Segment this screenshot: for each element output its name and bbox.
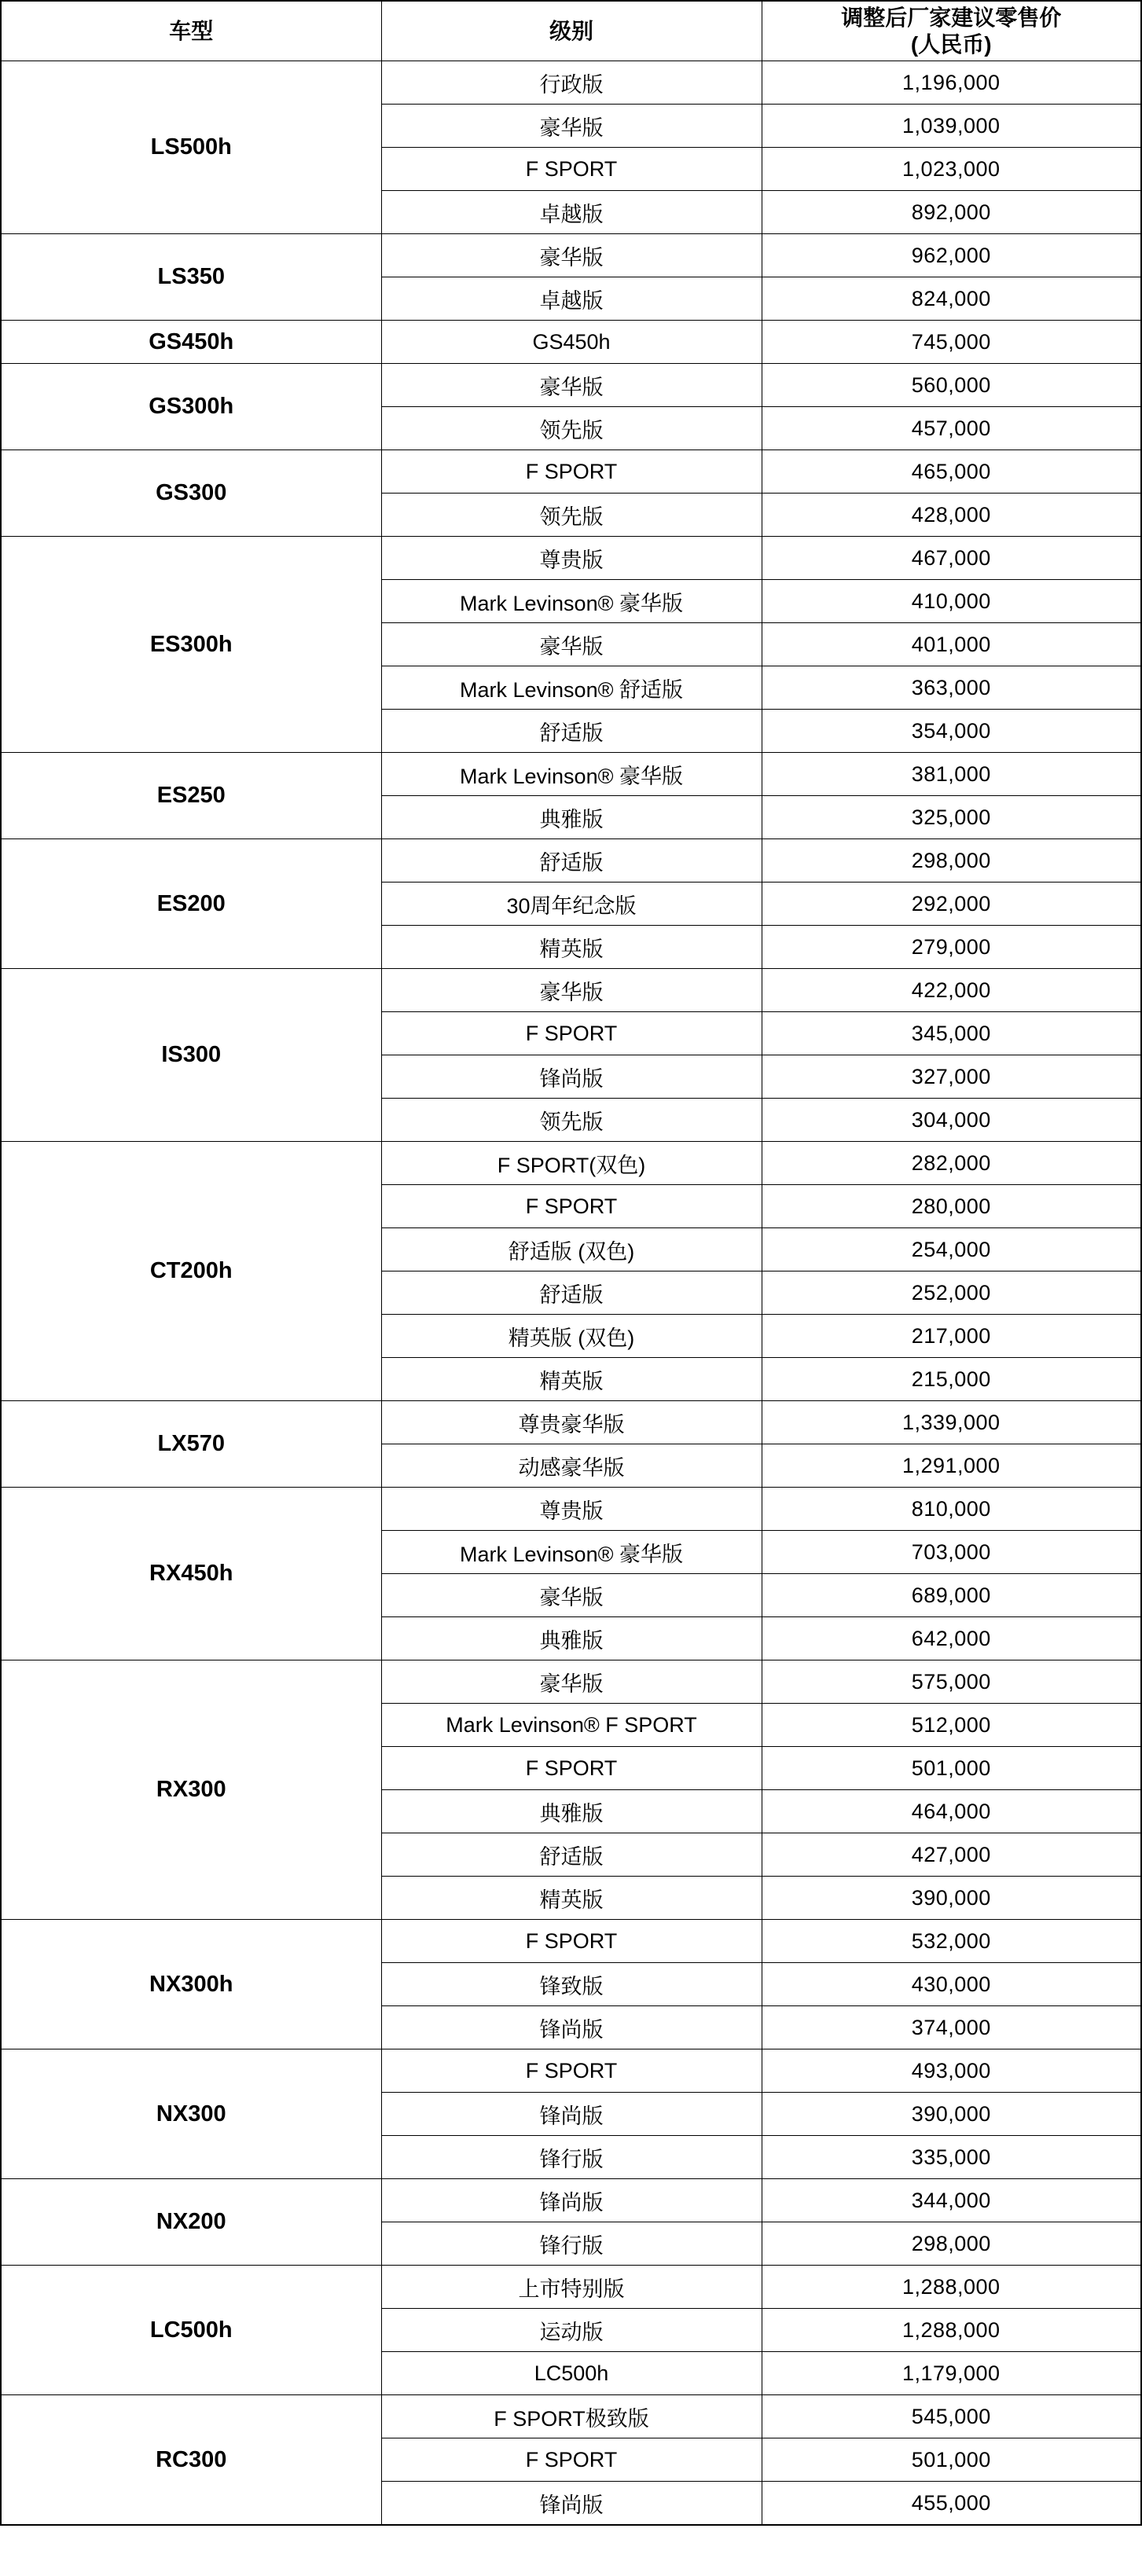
price-cell: 427,000 [762,1833,1141,1877]
grade-cell: 锋尚版 [381,1055,762,1099]
header-row [1,1,1141,61]
table-row [1,2266,1141,2309]
grade-cell: 锋尚版 [381,2179,762,2222]
table-row [1,753,1141,796]
grade-cell: 卓越版 [381,191,762,234]
model-cell: ES250 [1,753,381,839]
model-cell: RX300 [1,1660,381,1920]
grade-cell: 30周年纪念版 [381,883,762,926]
price-cell: 1,291,000 [762,1444,1141,1488]
table-row [1,1488,1141,1531]
grade-cell: 尊贵豪华版 [381,1401,762,1444]
price-cell: 467,000 [762,537,1141,580]
grade-cell: LC500h [381,2352,762,2395]
grade-cell: F SPORT [381,2049,762,2093]
price-cell: 325,000 [762,796,1141,839]
grade-cell: 典雅版 [381,796,762,839]
header-model: 车型 [1,1,381,61]
model-cell: LX570 [1,1401,381,1488]
grade-cell: 舒适版 (双色) [381,1228,762,1271]
price-cell: 327,000 [762,1055,1141,1099]
grade-cell: 锋尚版 [381,2482,762,2526]
price-cell: 401,000 [762,623,1141,666]
grade-cell: 上市特别版 [381,2266,762,2309]
price-cell: 345,000 [762,1012,1141,1055]
grade-cell: 豪华版 [381,364,762,407]
grade-cell: 豪华版 [381,105,762,148]
grade-cell: 尊贵版 [381,1488,762,1531]
price-cell: 374,000 [762,2006,1141,2049]
table-row [1,364,1141,407]
price-cell: 703,000 [762,1531,1141,1574]
price-cell: 335,000 [762,2136,1141,2179]
table-row [1,969,1141,1012]
price-cell: 280,000 [762,1185,1141,1228]
price-cell: 430,000 [762,1963,1141,2006]
price-cell: 892,000 [762,191,1141,234]
grade-cell: 卓越版 [381,277,762,321]
price-cell: 215,000 [762,1358,1141,1401]
header-price-title: 调整后厂家建议零售价 [841,5,1062,30]
table-row [1,2395,1141,2438]
table-row [1,234,1141,277]
price-cell: 390,000 [762,2093,1141,2136]
price-cell: 532,000 [762,1920,1141,1963]
model-cell: IS300 [1,969,381,1142]
grade-cell: 领先版 [381,407,762,450]
price-cell: 810,000 [762,1488,1141,1531]
grade-cell: 豪华版 [381,234,762,277]
model-cell: CT200h [1,1142,381,1401]
model-cell: LS500h [1,61,381,234]
table-row [1,839,1141,883]
grade-cell: F SPORT [381,148,762,191]
price-cell: 455,000 [762,2482,1141,2526]
grade-cell: 行政版 [381,61,762,105]
grade-cell: Mark Levinson® 豪华版 [381,753,762,796]
price-cell: 457,000 [762,407,1141,450]
grade-cell: 领先版 [381,1099,762,1142]
price-cell: 217,000 [762,1315,1141,1358]
model-cell: NX300h [1,1920,381,2049]
table-row [1,1401,1141,1444]
price-cell: 1,288,000 [762,2309,1141,2352]
price-cell: 298,000 [762,2222,1141,2266]
table-header [1,1,1141,61]
price-cell: 493,000 [762,2049,1141,2093]
grade-cell: 精英版 [381,1358,762,1401]
grade-cell: 豪华版 [381,1574,762,1617]
price-cell: 1,179,000 [762,2352,1141,2395]
grade-cell: Mark Levinson® F SPORT [381,1704,762,1747]
grade-cell: 锋尚版 [381,2006,762,2049]
model-cell: ES200 [1,839,381,969]
price-cell: 465,000 [762,450,1141,494]
price-cell: 252,000 [762,1271,1141,1315]
price-cell: 824,000 [762,277,1141,321]
table-row [1,2049,1141,2093]
price-cell: 390,000 [762,1877,1141,1920]
price-cell: 422,000 [762,969,1141,1012]
grade-cell: 锋致版 [381,1963,762,2006]
price-cell: 344,000 [762,2179,1141,2222]
model-cell: NX300 [1,2049,381,2179]
grade-cell: F SPORT极致版 [381,2395,762,2438]
grade-cell: 豪华版 [381,623,762,666]
price-cell: 962,000 [762,234,1141,277]
grade-cell: F SPORT [381,1185,762,1228]
price-cell: 363,000 [762,666,1141,710]
grade-cell: 精英版 [381,926,762,969]
grade-cell: 领先版 [381,494,762,537]
grade-cell: 豪华版 [381,1660,762,1704]
price-cell: 428,000 [762,494,1141,537]
model-cell: LC500h [1,2266,381,2395]
grade-cell: 舒适版 [381,1271,762,1315]
grade-cell: Mark Levinson® 舒适版 [381,666,762,710]
price-cell: 279,000 [762,926,1141,969]
grade-cell: 精英版 (双色) [381,1315,762,1358]
table-row [1,1920,1141,1963]
grade-cell: 典雅版 [381,1790,762,1833]
price-cell: 745,000 [762,321,1141,364]
model-cell: RC300 [1,2395,381,2526]
model-cell: ES300h [1,537,381,753]
price-cell: 689,000 [762,1574,1141,1617]
table-row [1,1660,1141,1704]
price-cell: 501,000 [762,2438,1141,2482]
grade-cell: 锋行版 [381,2222,762,2266]
grade-cell: F SPORT [381,1012,762,1055]
table-row [1,450,1141,494]
price-cell: 501,000 [762,1747,1141,1790]
price-cell: 1,023,000 [762,148,1141,191]
grade-cell: 运动版 [381,2309,762,2352]
grade-cell: 精英版 [381,1877,762,1920]
header-price-currency: (人民币) [910,31,992,57]
table-row [1,61,1141,105]
price-cell: 464,000 [762,1790,1141,1833]
price-cell: 304,000 [762,1099,1141,1142]
grade-cell: GS450h [381,321,762,364]
price-cell: 1,039,000 [762,105,1141,148]
grade-cell: 典雅版 [381,1617,762,1660]
grade-cell: 锋行版 [381,2136,762,2179]
grade-cell: 尊贵版 [381,537,762,580]
grade-cell: Mark Levinson® 豪华版 [381,1531,762,1574]
model-cell: GS300h [1,364,381,450]
price-cell: 254,000 [762,1228,1141,1271]
table-row [1,1142,1141,1185]
model-cell: GS450h [1,321,381,364]
price-cell: 298,000 [762,839,1141,883]
grade-cell: Mark Levinson® 豪华版 [381,580,762,623]
grade-cell: F SPORT [381,1920,762,1963]
grade-cell: 舒适版 [381,1833,762,1877]
grade-cell: 锋尚版 [381,2093,762,2136]
header-grade: 级别 [381,1,762,61]
price-cell: 545,000 [762,2395,1141,2438]
grade-cell: F SPORT [381,450,762,494]
grade-cell: F SPORT [381,2438,762,2482]
header-price [762,1,1141,61]
grade-cell: F SPORT [381,1747,762,1790]
table-body [1,61,1141,2526]
price-cell: 1,288,000 [762,2266,1141,2309]
price-cell: 1,339,000 [762,1401,1141,1444]
price-cell: 642,000 [762,1617,1141,1660]
model-cell: RX450h [1,1488,381,1660]
price-cell: 381,000 [762,753,1141,796]
price-cell: 292,000 [762,883,1141,926]
price-cell: 410,000 [762,580,1141,623]
grade-cell: 舒适版 [381,839,762,883]
price-cell: 512,000 [762,1704,1141,1747]
price-cell: 354,000 [762,710,1141,753]
price-cell: 575,000 [762,1660,1141,1704]
table-row [1,2179,1141,2222]
grade-cell: 舒适版 [381,710,762,753]
grade-cell: F SPORT(双色) [381,1142,762,1185]
grade-cell: 豪华版 [381,969,762,1012]
price-cell: 1,196,000 [762,61,1141,105]
model-cell: LS350 [1,234,381,321]
model-cell: NX200 [1,2179,381,2266]
price-cell: 560,000 [762,364,1141,407]
price-cell: 282,000 [762,1142,1141,1185]
table-row [1,537,1141,580]
table-row [1,321,1141,364]
grade-cell: 动感豪华版 [381,1444,762,1488]
model-cell: GS300 [1,450,381,537]
